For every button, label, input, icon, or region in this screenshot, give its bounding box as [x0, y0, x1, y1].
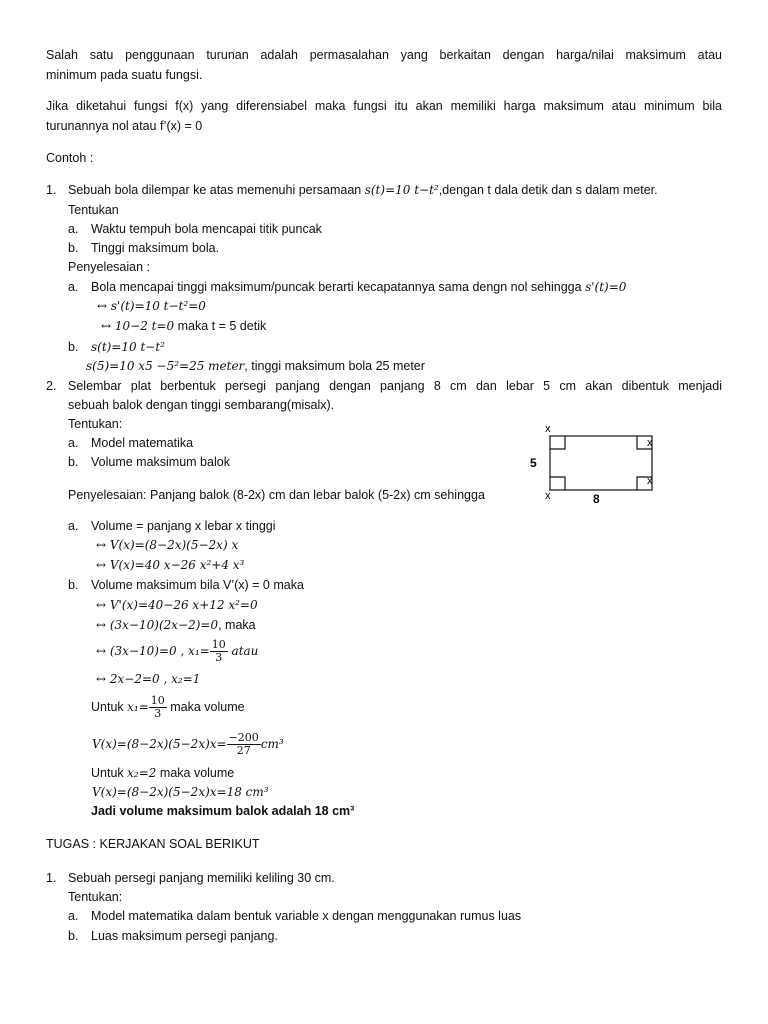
- label-height: 5: [530, 456, 537, 470]
- fraction-10-3: [210, 639, 228, 664]
- ex1-sa-line: [91, 279, 626, 295]
- ex2-sb-label: b.: [68, 578, 79, 592]
- ex2-untuk1: [91, 692, 245, 722]
- ex1-question: [68, 182, 658, 198]
- ex1-tentukan: Tentukan: [68, 203, 119, 217]
- ex2-penyelesaian: Penyelesaian: Panjang balok (8-2x) cm dan lebar balok (5-2x) cm sehingga: [68, 488, 485, 502]
- ex2-tentukan: Tentukan:: [68, 417, 123, 431]
- fraction-v1: [227, 732, 261, 757]
- fraction-numerator: 10: [150, 694, 165, 708]
- ex1-sb-eq1: s(t)=10 t−t²: [91, 340, 165, 354]
- ex2-b-label: b.: [68, 455, 79, 469]
- ex1-sa-step2-eq: ↔ 10−2 t=0: [101, 319, 175, 333]
- ex1-b-text: Tinggi maksimum bola.: [91, 241, 220, 255]
- ex1-question-text: Sebuah bola dilempar ke atas memenuhi persamaan: [68, 183, 362, 197]
- label-x-bottom: x: [545, 490, 551, 502]
- ex1-question-post: ,dengan t dala detik dan s dalam meter.: [438, 183, 658, 197]
- untuk1-eq: x₁=: [127, 700, 149, 714]
- ex2-sb-step1: ↔ V'(x)=40−26 x+12 x²=0: [96, 598, 258, 612]
- untuk2-text: Untuk: [91, 766, 124, 780]
- ex1-a-label: a.: [68, 222, 79, 236]
- ex2-sa-label: a.: [68, 519, 79, 533]
- untuk1-post: maka volume: [170, 700, 245, 714]
- ex2-sb-step2-eq: ↔ (3x−10)(2x−2)=0: [96, 618, 219, 632]
- ex1-sa-equation: s'(t)=0: [585, 280, 627, 294]
- ex2-sb-step3-pre: ↔ (3x−10)=0 , x₁=: [96, 644, 210, 658]
- ex1-b-label: b.: [68, 241, 79, 255]
- ex2-sb-step3: [96, 636, 258, 666]
- fraction-x1: [149, 695, 167, 720]
- fraction-denominator: 3: [215, 651, 223, 665]
- v1-eq: V(x)=(8−2x)(5−2x)x=: [92, 737, 227, 751]
- tugas-question: Sebuah persegi panjang memiliki keliling 30 cm.: [68, 871, 335, 885]
- ex1-sa-step2-text: maka t = 5 detik: [174, 319, 267, 333]
- ex1-sb-label: b.: [68, 340, 79, 354]
- untuk2-eq: x₂=2: [127, 766, 157, 780]
- ex2-a-text: Model matematika: [91, 436, 194, 450]
- ex2-sa-step2: ↔ V(x)=40 x−26 x²+4 x³: [96, 558, 245, 572]
- fraction-denominator: 3: [154, 707, 162, 721]
- ex2-b-text: Volume maksimum balok: [91, 455, 230, 469]
- untuk1-text: Untuk: [91, 700, 124, 714]
- ex2-question-2: sebuah balok dengan tinggi sembarang(misalx).: [68, 398, 335, 412]
- corner-cut-top-left: [550, 436, 565, 449]
- intro-line-1: Salah satu penggunaan turunan adalah permasalahan yang berkaitan dengan harga/nilai maksimum atau: [46, 48, 722, 62]
- ex1-equation: s(t)=10 t−t²: [364, 183, 439, 197]
- ex2-untuk2: [91, 765, 234, 781]
- tugas-tentukan: Tentukan:: [68, 890, 123, 904]
- label-x-right-bottom: x: [647, 475, 653, 487]
- intro-line-2: minimum pada suatu fungsi.: [46, 68, 203, 82]
- ex2-sb-step3-post: atau: [227, 644, 259, 658]
- tugas-a-text: Model matematika dalam bentuk variable x dengan menggunakan rumus luas: [91, 909, 522, 923]
- label-x-top: x: [545, 423, 551, 435]
- ex1-sb-text: , tinggi maksimum bola 25 meter: [244, 359, 425, 373]
- tugas-heading: TUGAS : KERJAKAN SOAL BERIKUT: [46, 837, 260, 851]
- ex1-sb-eq2: s(5)=10 x5 −5²=25 meter: [86, 359, 245, 373]
- label-x-right-top: x: [647, 437, 653, 449]
- ex2-sb-step4: ↔ 2x−2=0 , x₂=1: [96, 672, 201, 686]
- ex2-number: 2.: [46, 379, 57, 393]
- ex1-penyelesaian: Penyelesaian :: [68, 260, 151, 274]
- intro-line-4: turunannya nol atau f’(x) = 0: [46, 119, 203, 133]
- fraction-numerator: −200: [228, 731, 259, 745]
- ex1-sa-step1: ↔ s'(t)=10 t−t²=0: [97, 299, 206, 313]
- ex2-sb-text: Volume maksimum bila V’(x) = 0 maka: [91, 578, 304, 592]
- tugas-number: 1.: [46, 871, 57, 885]
- ex1-sa-label: a.: [68, 280, 79, 294]
- tugas-a-label: a.: [68, 909, 79, 923]
- ex1-sa-step2: [101, 318, 266, 334]
- ex2-question-1: Selembar plat berbentuk persegi panjang dengan panjang 8 cm dan lebar 5 cm akan dibentuk menjadi: [68, 379, 722, 393]
- fraction-numerator: 10: [211, 638, 226, 652]
- contoh-heading: Contoh :: [46, 151, 94, 165]
- corner-cut-bottom-left: [550, 477, 565, 490]
- untuk2-post: maka volume: [159, 766, 235, 780]
- ex2-sb-step2-text: , maka: [218, 618, 256, 632]
- ex2-a-label: a.: [68, 436, 79, 450]
- intro-line-3: Jika diketahui fungsi f(x) yang diferensiabel maka fungsi itu akan memiliki harga maksimum atau minimum bila: [46, 99, 722, 113]
- plate-diagram: [520, 418, 660, 508]
- ex2-v1: [92, 728, 284, 760]
- ex2-sa-text: Volume = panjang x lebar x tinggi: [91, 519, 276, 533]
- fraction-denominator: 27: [236, 744, 251, 758]
- ex1-sb-line2: [86, 358, 425, 374]
- ex2-conclusion: Jadi volume maksimum balok adalah 18 cm³: [91, 804, 355, 818]
- ex1-number: 1.: [46, 183, 57, 197]
- v1-unit: cm³: [260, 737, 284, 751]
- tugas-b-text: Luas maksimum persegi panjang.: [91, 929, 278, 943]
- label-width: 8: [593, 492, 600, 506]
- ex2-sb-step2: [96, 617, 256, 633]
- tugas-b-label: b.: [68, 929, 79, 943]
- ex1-sa-text: Bola mencapai tinggi maksimum/puncak berarti kecapatannya sama dengn nol sehingga: [91, 280, 582, 294]
- ex2-sa-step1: ↔ V(x)=(8−2x)(5−2x) x: [96, 538, 239, 552]
- ex1-a-text: Waktu tempuh bola mencapai titik puncak: [91, 222, 322, 236]
- ex2-v2: V(x)=(8−2x)(5−2x)x=18 cm³: [92, 785, 269, 799]
